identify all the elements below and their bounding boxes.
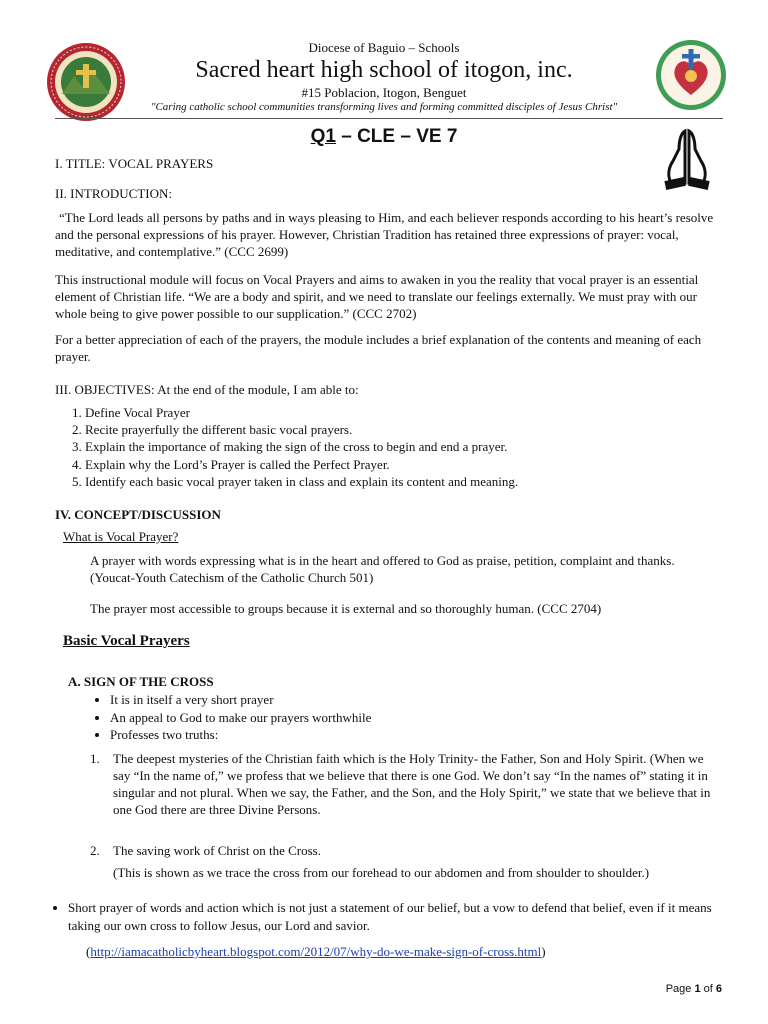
- objectives-list: [68, 404, 725, 490]
- basic-vocal-prayers-heading: Basic Vocal Prayers: [63, 633, 190, 649]
- page-total: 6: [715, 983, 722, 995]
- final-bullet-list: [46, 899, 744, 934]
- objective-item: 5. Identify each basic vocal prayer taken in class and explain its content and meaning.: [85, 473, 725, 490]
- school-name: Sacred heart high school of itogon, inc.: [195, 57, 573, 83]
- module-code: Q1: [310, 126, 336, 147]
- bullet-item: • Short prayer of words and action which is not just a statement of our belief, but a vow to defend that belief, even if it means taking our own cross to follow Jesus, our Lord and savior.: [68, 899, 744, 934]
- bullet-item: • It is in itself a very short prayer: [110, 691, 730, 709]
- source-close-paren: ): [541, 944, 546, 959]
- page-current: 1: [694, 983, 701, 995]
- page-label: Page: [665, 983, 695, 995]
- objective-item: 1. Define Vocal Prayer: [85, 404, 725, 421]
- truth-2-text: The saving work of Christ on the Cross.: [113, 843, 321, 858]
- bullet-item: • An appeal to God to make our prayers worthwhile: [110, 709, 730, 727]
- truth-2-note: (This is shown as we trace the cross from our forehead to our abdomen and from shoulder to shoulder.): [113, 865, 650, 880]
- objectives-heading: III. OBJECTIVES: At the end of the module, I am able to:: [55, 382, 359, 397]
- page-of: of: [700, 983, 716, 995]
- module-title-rest: – CLE – VE 7: [335, 126, 458, 147]
- section-title: I. TITLE: VOCAL PRAYERS: [55, 156, 214, 171]
- source-citation: [86, 943, 726, 960]
- truth-1-number: 1.: [90, 751, 100, 766]
- what-is-vocal-prayer-heading: What is Vocal Prayer?: [63, 529, 179, 544]
- school-motto: "Caring catholic school communities transforming lives and forming committed disciples of Jesus Christ": [150, 101, 618, 113]
- sign-of-cross-heading: A. SIGN OF THE CROSS: [68, 674, 214, 689]
- module-title: [0, 125, 768, 149]
- intro-paragraph-2: This instructional module will focus on Vocal Prayers and aims to awaken in you the reality that vocal prayer is an essential element of Christian life. “We are a body and spirit, and we need to translate our feelings externally. We must pray with our whole being to give power possible to our supplication.” (CCC 2702): [55, 272, 699, 321]
- bullet-item: • Professes two truths:: [110, 726, 730, 744]
- source-open-paren: (: [86, 944, 91, 959]
- truth-2-number: 2.: [90, 843, 100, 858]
- diocese-line: Diocese of Baguio – Schools: [308, 40, 460, 55]
- school-address: #15 Poblacion, Itogon, Benguet: [301, 85, 467, 100]
- objective-item: 4. Explain why the Lord’s Prayer is called the Perfect Prayer.: [85, 456, 725, 473]
- intro-paragraph-1: “The Lord leads all persons by paths and in ways pleasing to Him, and each believer responds according to his heart’s resolve and the personal expressions of his prayer. However, Christian Tradition has retained three expressions of prayer: vocal, meditative, and contemplative.” (CCC 2699): [55, 210, 714, 259]
- what-is-paragraph-1: A prayer with words expressing what is in the heart and offered to God as praise, petition, complaint and thanks. (Youcat-Youth Catechism of the Catholic Church 501): [90, 553, 675, 585]
- what-is-paragraph-2: The prayer most accessible to groups because it is external and so thoroughly human. (CCC 2704): [90, 601, 602, 616]
- header-divider: [55, 118, 723, 119]
- page-number: [666, 981, 722, 998]
- intro-paragraph-3: For a better appreciation of each of the prayers, the module includes a brief explanation of the contents and meaning of each prayer.: [55, 332, 702, 364]
- concept-heading: IV. CONCEPT/DISCUSSION: [55, 507, 221, 522]
- introduction-heading: II. INTRODUCTION:: [55, 186, 172, 201]
- truth-1-text: The deepest mysteries of the Christian faith which is the Holy Trinity- the Father, Son and Holy Spirit. (When we say “In the name of,” we profess that we believe that there is one God. We don’t say “In the names of” stating it in singular and not plural. When we say, the Father, and the Son, and the Holy Spirit,” we state that we believe that in one God there are three Divine Persons.: [113, 751, 711, 817]
- objective-item: 2. Recite prayerfully the different basic vocal prayers.: [85, 421, 725, 438]
- objective-item: 3. Explain the importance of making the sign of the cross to begin and end a prayer.: [85, 438, 725, 455]
- source-link[interactable]: http://iamacatholicbyheart.blogspot.com/2012/07/why-do-we-make-sign-of-cross.html: [90, 944, 542, 959]
- sign-of-cross-bullets: [88, 691, 730, 744]
